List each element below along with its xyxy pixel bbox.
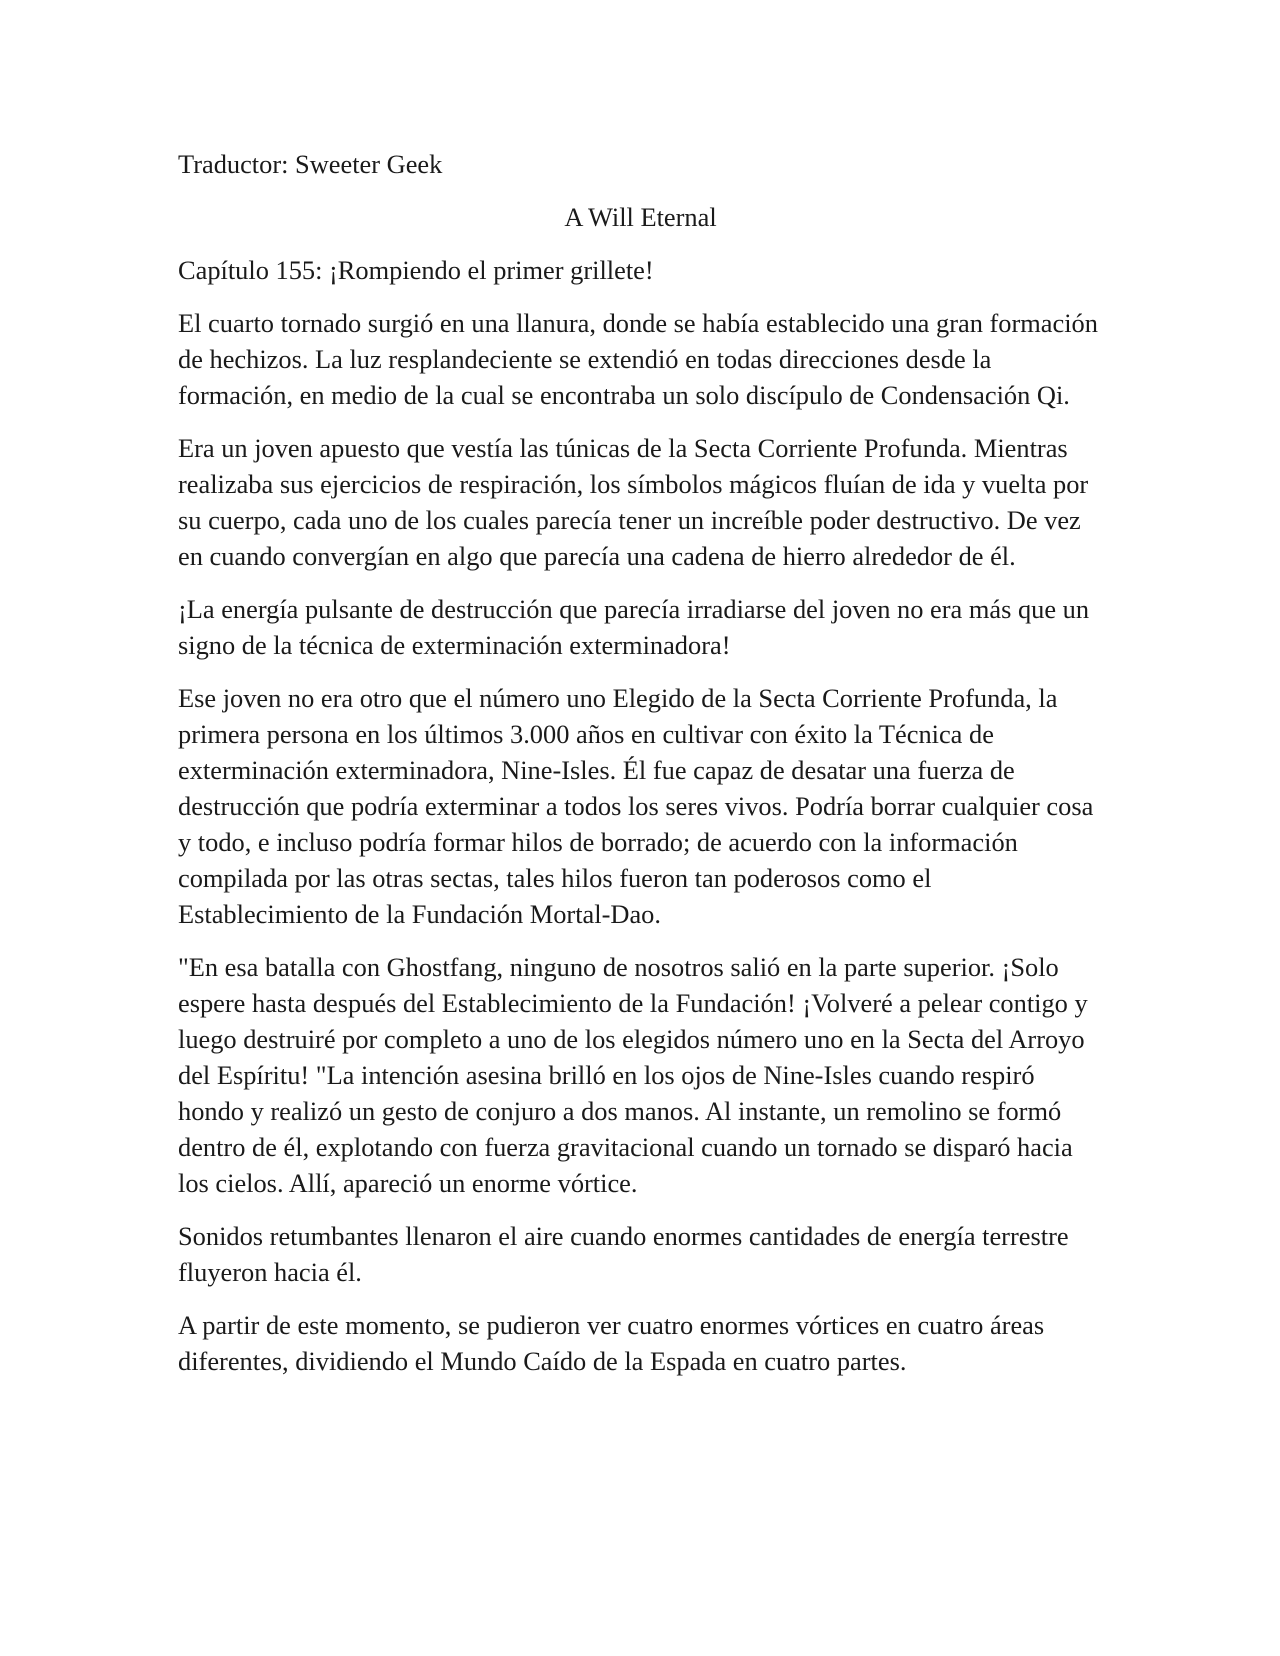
paragraph-6: Sonidos retumbantes llenaron el aire cuando enormes cantidades de energía terrestre fluyeron hacia él.: [178, 1221, 1069, 1287]
translator-credit: Traductor: Sweeter Geek: [178, 149, 443, 179]
paragraph-3: ¡La energía pulsante de destrucción que parecía irradiarse del joven no era más que un signo de la técnica de exterminación exterminadora!: [178, 594, 1090, 660]
paragraph-1: El cuarto tornado surgió en una llanura, donde se había establecido una gran formación de hechizos. La luz resplandeciente se extendió en todas direcciones desde la formación, en medio de la cual se encontraba un solo discípulo de Condensación Qi.: [178, 308, 1098, 410]
paragraph-4: Ese joven no era otro que el número uno Elegido de la Secta Corriente Profunda, la primera persona en los últimos 3.000 años en cultivar con éxito la Técnica de exterminación exterminadora, Nine-Isles. Él fue capaz de desatar una fuerza de destrucción que podría exterminar a todos los seres vivos. Podría borrar cualquier cosa y todo, e incluso podría formar hilos de borrado; de acuerdo con la información compilada por las otras sectas, tales hilos fueron tan poderosos como el Establecimiento de la Fundación Mortal-Dao.: [178, 683, 1094, 929]
chapter-title: Capítulo 155: ¡Rompiendo el primer grillete!: [178, 255, 654, 285]
paragraph-5: "En esa batalla con Ghostfang, ninguno de nosotros salió en la parte superior. ¡Solo espere hasta después del Establecimiento de la Fundación! ¡Volveré a pelear contigo y luego destruiré por completo a uno de los elegidos número uno en la Secta del Arroyo del Espíritu! "La intención asesina brilló en los ojos de Nine-Isles cuando respiró hondo y realizó un gesto de conjuro a dos manos. Al instante, un remolino se formó dentro de él, explotando con fuerza gravitacional cuando un tornado se disparó hacia los cielos. Allí, apareció un enorme vórtice.: [178, 952, 1088, 1198]
paragraph-7: A partir de este momento, se pudieron ver cuatro enormes vórtices en cuatro áreas diferentes, dividiendo el Mundo Caído de la Espada en cuatro partes.: [178, 1310, 1045, 1376]
book-title: A Will Eternal: [564, 202, 717, 232]
paragraph-2: Era un joven apuesto que vestía las túnicas de la Secta Corriente Profunda. Mientras realizaba sus ejercicios de respiración, los símbolos mágicos fluían de ida y vuelta por su cuerpo, cada uno de los cuales parecía tener un increíble poder destructivo. De vez en cuando convergían en algo que parecía una cadena de hierro alrededor de él.: [178, 433, 1089, 571]
document-page: [178, 146, 1103, 1396]
